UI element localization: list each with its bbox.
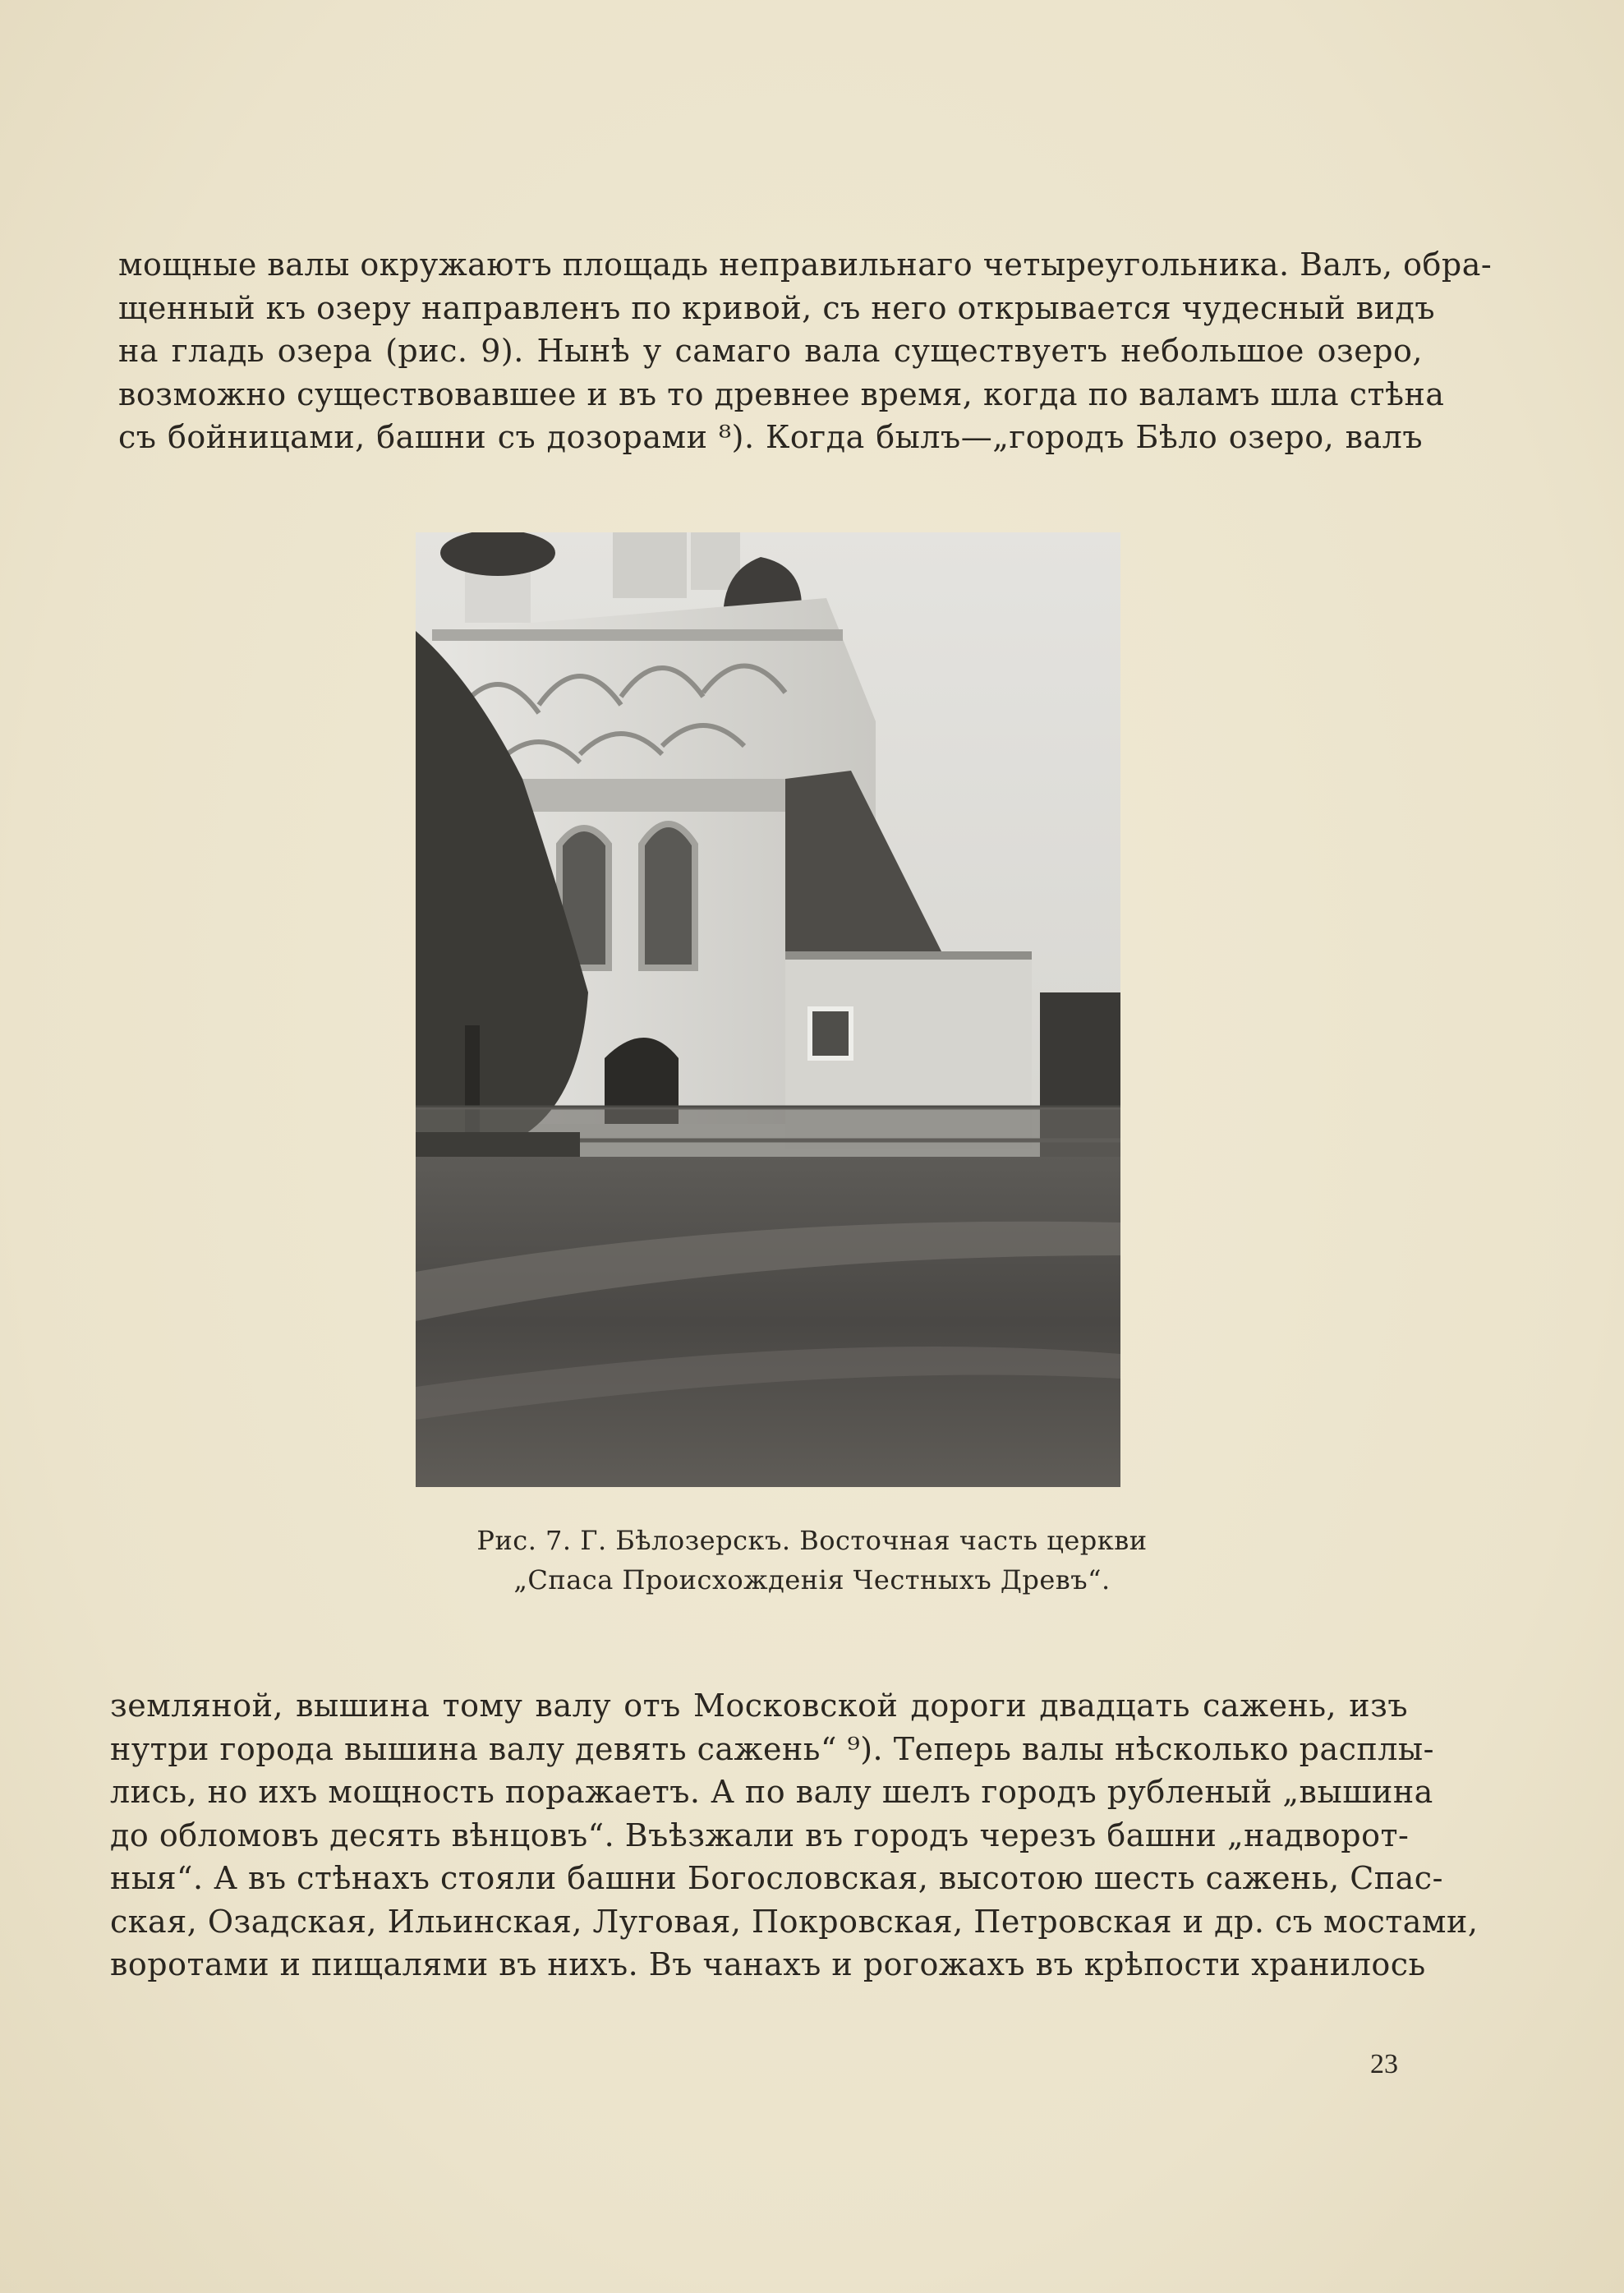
text-line: съ бойницами, башни съ дозорами ⁸). Когда былъ—„городъ Бѣло озеро, валъ [118,419,1423,455]
text-line: воротами и пищалями въ нихъ. Въ чанахъ и рогожахъ въ крѣпости хранилось [110,1946,1426,1982]
text-line: ныя“. А въ стѣнахъ стояли башни Богословская, высотою шесть сажень, Спас- [110,1860,1443,1896]
text-line: щенный къ озеру направленъ по кривой, съ него открывается чудесный видъ [118,289,1436,326]
paragraph-bottom [110,1684,1479,1987]
figure-caption-line-2: „Спаса Происхожденія Честныхъ Древъ“. [513,1564,1111,1595]
text-line: до обломовъ десять вѣнцовъ“. Въѣзжали въ городъ черезъ башни „надворот- [110,1816,1410,1853]
church-photograph [416,532,1120,1487]
figure-caption-line-1: Рис. 7. Г. Бѣлозерскъ. Восточная часть церкви [476,1525,1148,1556]
page-number: 23 [1370,2049,1398,2079]
text-line: возможно существовавшее и въ то древнее время, когда по валамъ шла стѣна [118,375,1445,412]
text-line: мощные валы окружаютъ площадь неправильнаго четыреугольника. Валъ, обра- [118,246,1493,283]
text-line: лись, но ихъ мощность поражаетъ. А по валу шелъ городъ рубленый „вышина [110,1774,1433,1810]
text-line: земляной, вышина тому валу отъ Московской дороги двадцать сажень, изъ [110,1688,1408,1724]
text-line: ская, Озадская, Ильинская, Луговая, Покровская, Петровская и др. съ мостами, [110,1903,1479,1940]
church-photograph-illustration [416,532,1120,1487]
text-line: нутри города вышина валу девять сажень“ ⁹). Теперь валы нѣсколько расплы- [110,1730,1434,1767]
text-line: на гладь озера (рис. 9). Нынѣ у самаго вала существуетъ небольшое озеро, [118,333,1423,369]
paragraph-top [118,243,1493,459]
